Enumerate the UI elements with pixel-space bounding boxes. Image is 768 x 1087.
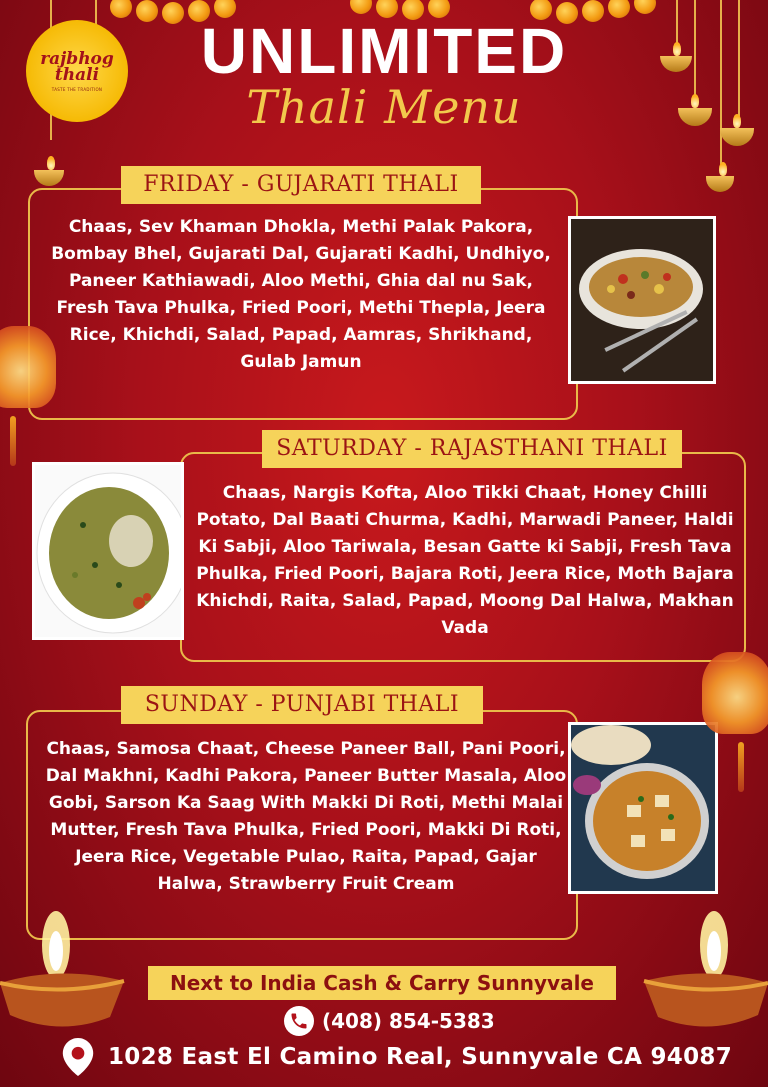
sunday-label: SUNDAY - PUNJABI THALI: [121, 686, 483, 724]
gujarati-food-photo: [568, 216, 716, 384]
location-pin-icon: [62, 1038, 94, 1076]
rajasthani-food-photo: [32, 462, 184, 640]
diya-icon: [0, 905, 140, 1035]
friday-label: FRIDAY - GUJARATI THALI: [121, 166, 481, 204]
phone-row[interactable]: [284, 1004, 495, 1038]
location-note: Next to India Cash & Carry Sunnyvale: [148, 966, 616, 1000]
sunday-menu-items: Chaas, Samosa Chaat, Cheese Paneer Ball, Pani Poori, Dal Makhni, Kadhi Pakora, Paneer Butter Masala, Aloo Gobi, Sarson Ka Saag With Makki Di Roti, Methi Malai Mutter, Fresh Tava Phulka, Fried Poori, Makki Di Roti, Jeera Rice, Vegetable Pulao, Raita, Papad, Gajar Halwa, Strawberry Fruit Cream: [45, 739, 567, 894]
poster-title: UNLIMITED: [200, 15, 568, 87]
diya-icon: [628, 905, 768, 1035]
logo-wordmark-top: rajbhog: [40, 48, 114, 69]
logo-wordmark-bottom: thali: [54, 64, 100, 85]
phone-number: (408) 854-5383: [322, 1009, 495, 1033]
address-row[interactable]: [62, 1038, 732, 1076]
phone-icon: [284, 1006, 314, 1036]
address-text: 1028 East El Camino Real, Sunnyvale CA 94087: [108, 1044, 733, 1070]
friday-menu-items: Chaas, Sev Khaman Dhokla, Methi Palak Pakora, Bombay Bhel, Gujarati Dal, Gujarati Kadhi, Undhiyo, Paneer Kathiawadi, Aloo Methi, Ghia dal nu Sak, Fresh Tava Phulka, Fried Poori, Methi Thepla, Jeera Rice, Khichdi, Salad, Papad, Aamras, Shrikhand, Gulab Jamun: [51, 217, 551, 372]
saturday-menu-items: Chaas, Nargis Kofta, Aloo Tikki Chaat, Honey Chilli Potato, Dal Baati Churma, Kadhi, Marwadi Paneer, Haldi Ki Sabji, Aloo Tariwala, Besan Gatte ki Sabji, Fresh Tava Phulka, Fried Poori, Bajara Roti, Jeera Rice, Moth Bajara Khichdi, Raita, Salad, Papad, Moong Dal Halwa, Makhan Vada: [196, 483, 734, 638]
poster-subtitle: Thali Menu: [246, 80, 522, 134]
logo-tagline: TASTE THE TRADITION: [51, 86, 103, 92]
punjabi-food-photo: [568, 722, 718, 894]
saturday-label: SATURDAY - RAJASTHANI THALI: [262, 430, 682, 468]
